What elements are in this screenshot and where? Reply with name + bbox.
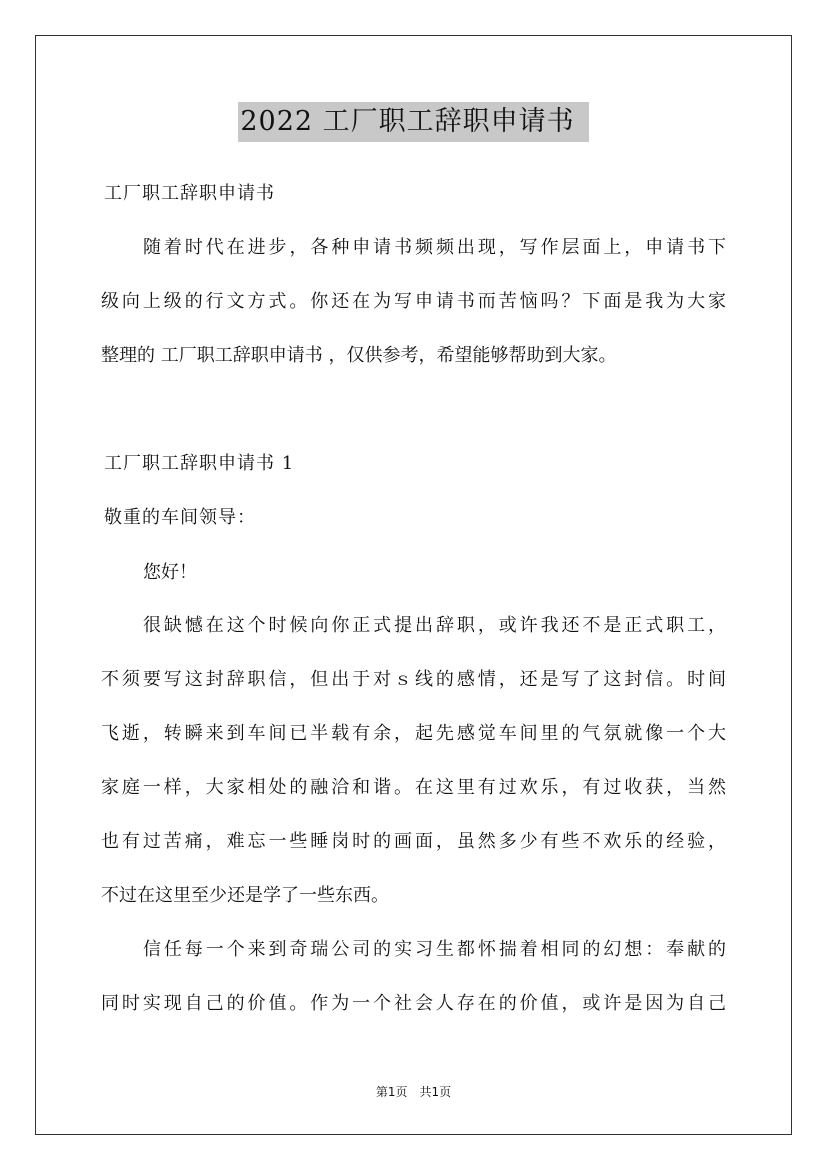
para2-line-1: 信任每一个来到奇瑞公司的实习生都怀揣着相同的幻想：奉献的 — [143, 939, 726, 960]
greeting: 您好！ — [143, 562, 197, 583]
para1-line-1: 很缺憾在这个时候向你正式提出辞职，或许我还不是正式职工， — [143, 615, 726, 636]
document-title: 2022 工厂职工辞职申请书 — [238, 102, 588, 142]
para1-line-4: 家庭一样，大家相处的融洽和谐。在这里有过欢乐，有过收获，当然 — [101, 777, 726, 798]
para2-line-2: 同时实现自己的价值。作为一个社会人存在的价值，或许是因为自己 — [101, 993, 726, 1014]
salutation: 敬重的车间领导： — [104, 507, 256, 528]
intro-line-2: 级向上级的行文方式。你还在为写申请书而苦恼吗？下面是我为大家 — [101, 291, 726, 312]
intro-line-3: 整理的 工厂职工辞职申请书 ，仅供参考，希望能够帮助到大家。 — [101, 345, 617, 366]
section-heading: 工厂职工辞职申请书 1 — [104, 453, 295, 474]
intro-line-1: 随着时代在进步，各种申请书频频出现，写作层面上，申请书下 — [143, 237, 726, 258]
title-wrap — [0, 102, 827, 142]
para1-line-3: 飞逝，转瞬来到车间已半载有余，起先感觉车间里的气氛就像一个大 — [101, 723, 726, 744]
para1-line-6: 不过在这里至少还是学了一些东西。 — [101, 885, 389, 906]
para1-line-5: 也有过苦痛，难忘一些睡岗时的画面，虽然多少有些不欢乐的经验， — [101, 831, 726, 852]
para1-line-2: 不须要写这封辞职信，但出于对ｓ线的感情，还是写了这封信。时间 — [101, 669, 726, 690]
page-footer: 第1页 共1页 — [375, 1085, 452, 1099]
subtitle: 工厂职工辞职申请书 — [104, 183, 275, 204]
